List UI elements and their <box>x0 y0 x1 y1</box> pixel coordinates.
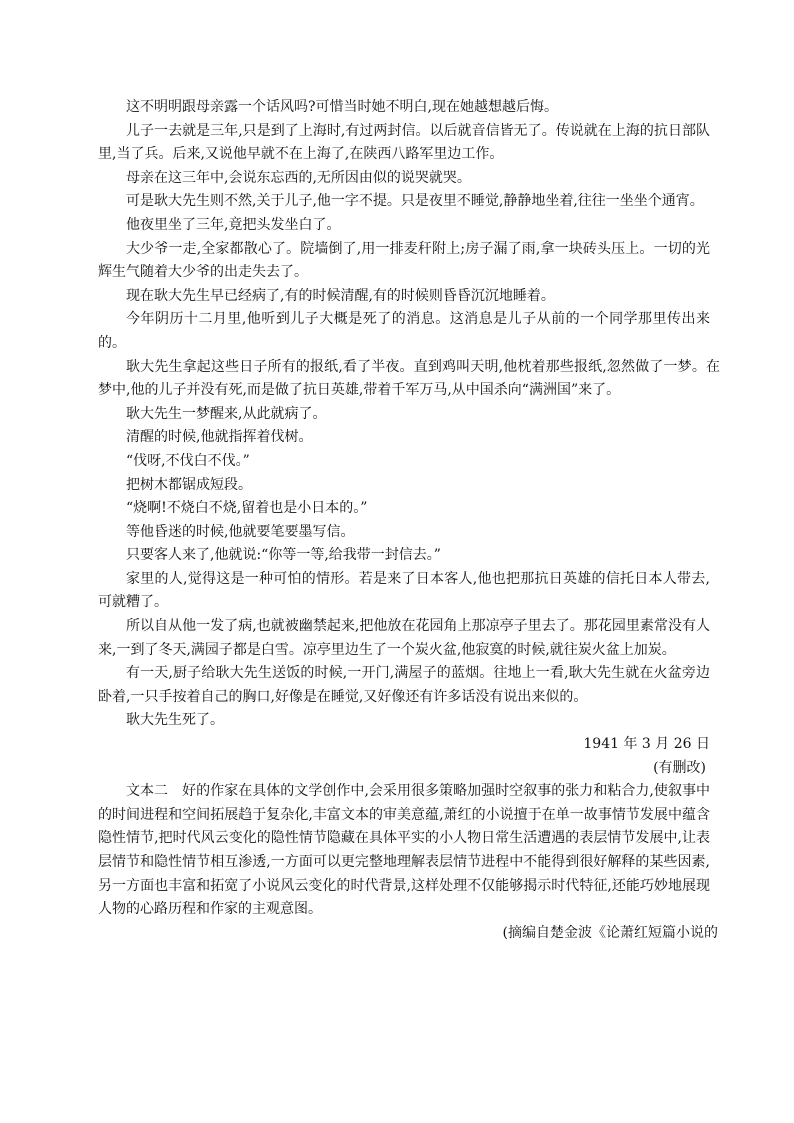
paragraph: 清醒的时候,他就指挥着伐树。 <box>126 429 313 446</box>
paragraph: “伐呀,不伐白不伐。” <box>126 452 250 469</box>
date-line: 1941 年 3 月 26 日 <box>583 736 710 753</box>
paragraph: 现在耿大先生早已经病了,有的时候清醒,有的时候则昏昏沉沉地睡着。 <box>126 287 555 304</box>
paragraph: 儿子一去就是三年,只是到了上海时,有过两封信。以后就音信皆无了。传说就在上海的抗日部队里,当了兵。后来,又说他早就不在上海了,在陕西八路军里边工作。 <box>98 122 710 163</box>
paragraph: 这不明明跟母亲露一个话风吗?可惜当时她不明白,现在她越想越后悔。 <box>126 99 558 115</box>
edit-note: (有删改) <box>653 759 706 776</box>
document-body <box>98 96 720 945</box>
paragraph: “烧啊!不烧白不烧,留着也是小日本的。” <box>126 500 368 517</box>
paragraph: 母亲在这三年中,会说东忘西的,无所因由似的说哭就哭。 <box>126 169 471 186</box>
paragraph: 等他昏迷的时候,他就要笔要墨写信。 <box>126 523 355 540</box>
paragraph: 可是耿大先生则不然,关于儿子,他一字不提。只是夜里不睡觉,静静地坐着,往往一坐坐个通宵。 <box>126 193 704 210</box>
paragraph: 家里的人,觉得这是一种可怕的情形。若是来了日本客人,他也把那抗日英雄的信托日本人带去,可就糟了。 <box>98 570 710 611</box>
paragraph: 今年阴历十二月里,他听到儿子大概是死了的消息。这消息是儿子从前的一个同学那里传出来的。 <box>98 311 710 351</box>
text-two-paragraph: 文本二 好的作家在具体的文学创作中,会采用很多策略加强时空叙事的张力和粘合力,使叙事中的时间进程和空间拓展趋于复杂化,丰富文本的审美意蕴,萧红的小说擅于在单一故事情节发展中蕴含隐性情节,把时代风云变化的隐性情节隐藏在具体平实的小人物日常生活遭遇的表层情节发展中,让表层情节和隐性情节相互渗透,一方面可以更完整地理解表层情节进程中不能得到很好解释的某些因素,另一方面也丰富和拓宽了小说风云变化的时代背景,这样处理不仅能够揭示时代特征,还能巧妙地展现人物的心路历程和作家的主观意图。 <box>98 783 710 918</box>
paragraph: 所以自从他一发了病,也就被幽禁起来,把他放在花园角上那凉亭子里去了。那花园里素常没有人来,一到了冬天,满园子都是白雪。凉亭里边生了一个炭火盆,他寂寞的时候,就往炭火盆上加炭。 <box>98 618 710 658</box>
paragraph: 他夜里坐了三年,竟把头发坐白了。 <box>126 216 341 233</box>
paragraph: 耿大先生拿起这些日子所有的报纸,看了半夜。直到鸡叫天明,他枕着那些报纸,忽然做了一梦。在梦中,他的儿子并没有死,而是做了抗日英雄,带着千军万马,从中国杀向“满洲国”来了。 <box>98 358 720 399</box>
paragraph: 只要客人来了,他就说:“你等一等,给我带一封信去。” <box>126 547 441 564</box>
paragraph: 有一天,厨子给耿大先生送饭的时候,一开门,满屋子的蓝烟。往地上一看,耿大先生就在火盆旁边卧着,一只手按着自己的胸口,好像是在睡觉,又好像还有许多话没有说出来似的。 <box>98 665 710 705</box>
paragraph: 大少爷一走,全家都散心了。院墙倒了,用一排麦秆附上;房子漏了雨,拿一块砖头压上。一切的光辉生气随着大少爷的出走失去了。 <box>98 240 710 281</box>
source-citation: (摘编自楚金波《论萧红短篇小说的 <box>502 924 718 941</box>
paragraph: 耿大先生死了。 <box>126 712 224 729</box>
paragraph: 耿大先生一梦醒来,从此就病了。 <box>126 405 327 422</box>
paragraph: 把树木都锯成短段。 <box>126 476 252 493</box>
